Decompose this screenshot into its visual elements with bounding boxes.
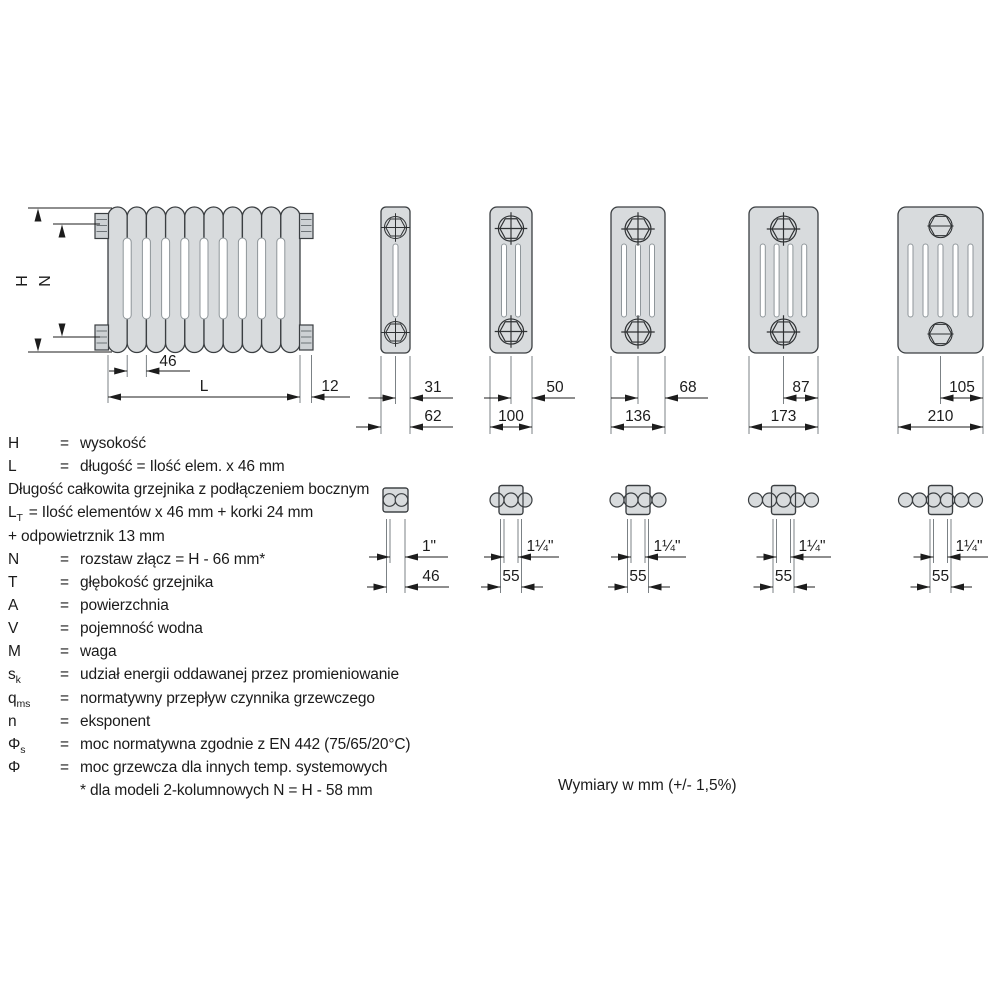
legend-desc: pojemność wodna [80, 620, 203, 638]
cross-section-4col [611, 207, 708, 434]
dim-3col-thread: 1¼" [526, 538, 554, 555]
height-label: H [14, 275, 31, 287]
legend-desc: moc normatywna zgodnie z EN 442 (75/65/20°C) [80, 735, 411, 753]
legend-symbol: Φ [8, 758, 21, 776]
legend-symbol: $q_{ms}$ [8, 689, 31, 710]
legend-symbol: V [8, 620, 19, 638]
dim-2col-half: 31 [424, 379, 442, 396]
top-view-5col [749, 486, 832, 594]
legend-row-L: L = długość = Ilość elem. x 46 mm [8, 455, 528, 478]
dim-6col-thread: 1¼" [955, 538, 983, 555]
dim-3col-pitch: 55 [502, 568, 520, 585]
legend-desc: rozstaw złącz = H - 66 mm* [80, 550, 266, 568]
front-dimension-lines [108, 371, 350, 397]
legend-desc: waga [80, 643, 117, 661]
dim-4col-half: 68 [679, 379, 697, 396]
legend [8, 432, 528, 802]
legend-row-total-length-note: Długość całkowita grzejnika z podłączeniem bocznym [8, 481, 370, 499]
legend-row-phi: Φ = moc grzewcza dla innych temp. systemowych [8, 756, 528, 779]
dim-6col-depth: 210 [927, 408, 954, 425]
cross-section-5col [749, 207, 818, 434]
front-view-slots [123, 238, 285, 319]
dim-end-offset: 12 [321, 378, 339, 395]
legend-row-footnote: * dla modeli 2-kolumnowych N = H - 58 mm [80, 782, 373, 800]
legend-symbol: $\Phi_s$ [8, 735, 26, 756]
cross-section-3col [484, 207, 575, 434]
dim-6col-half: 105 [949, 379, 975, 396]
dim-length-label: L [199, 378, 209, 395]
cross-section-6col [898, 207, 983, 434]
legend-row-air-vent: + odpowietrznik 13 mm [8, 527, 165, 545]
legend-desc: normatywny przepływ czynnika grzewczego [80, 689, 375, 707]
legend-row-LT [8, 501, 528, 524]
legend-row-A: A = powierzchnia [8, 594, 528, 617]
legend-desc: długość = Ilość elem. x 46 mm [80, 458, 285, 476]
dim-3col-depth: 100 [498, 408, 524, 425]
legend-symbol: M [8, 643, 21, 661]
dim-5col-thread: 1¼" [798, 538, 826, 555]
legend-desc: = Ilość elementów x 46 mm + korki 24 mm [28, 504, 314, 522]
dim-4col-thread: 1¼" [653, 538, 681, 555]
legend-desc: moc grzewcza dla innych temp. systemowych [80, 758, 388, 776]
dim-3col-half: 50 [546, 379, 564, 396]
dim-5col-depth: 173 [770, 408, 797, 425]
dim-2col-depth: 62 [424, 408, 442, 425]
dim-element-width: 46 [159, 353, 177, 370]
dim-4col-pitch: 55 [629, 568, 647, 585]
legend-row-phi-s: $\Phi_s$ = moc normatywna zgodnie z EN 442 (75/65/20°C) [8, 733, 528, 756]
legend-symbol: L [8, 458, 17, 476]
legend-symbol: N [8, 550, 20, 568]
legend-row-T: T = głębokość grzejnika [8, 571, 528, 594]
dimensions-tolerance-note: Wymiary w mm (+/- 1,5%) [558, 777, 737, 794]
connection-spacing-label: N [37, 275, 54, 287]
legend-symbol: n [8, 712, 17, 730]
dim-2col-pitch: 46 [422, 568, 440, 585]
dim-4col-depth: 136 [625, 408, 651, 425]
dim-2col-thread: 1" [421, 538, 437, 555]
legend-row-N: N = rozstaw złącz = H - 66 mm* [8, 548, 528, 571]
legend-row-n: n = eksponent [8, 710, 528, 733]
legend-row-V: V = pojemność wodna [8, 617, 528, 640]
top-view-4col [608, 486, 686, 594]
front-extension-lines [108, 355, 312, 403]
legend-row-H: H = wysokość [8, 432, 528, 455]
dim-5col-pitch: 55 [774, 568, 793, 585]
dim-5col-half: 87 [792, 379, 810, 396]
legend-desc: głębokość grzejnika [80, 573, 214, 591]
legend-symbol: T [8, 573, 18, 591]
legend-symbol: $s_k$ [8, 666, 21, 687]
legend-desc: eksponent [80, 712, 151, 730]
front-dimension-arrows [108, 368, 325, 401]
legend-desc: udział energii oddawanej przez promieniowanie [80, 666, 399, 684]
legend-desc: powierzchnia [80, 596, 169, 614]
legend-row-qms: $q_{ms}$ = normatywny przepływ czynnika grzewczego [8, 687, 528, 710]
legend-desc: wysokość [80, 435, 146, 452]
legend-symbol: $L_T$ [8, 504, 23, 525]
legend-symbol: A [8, 596, 19, 614]
top-view-6col [899, 486, 989, 594]
legend-row-M: M = waga [8, 640, 528, 663]
cross-section-2col [356, 207, 453, 434]
legend-row-sk: $s_k$ = udział energii oddawanej przez promieniowanie [8, 663, 528, 686]
legend-symbol: H [8, 435, 20, 452]
dim-6col-pitch: 55 [931, 568, 950, 585]
